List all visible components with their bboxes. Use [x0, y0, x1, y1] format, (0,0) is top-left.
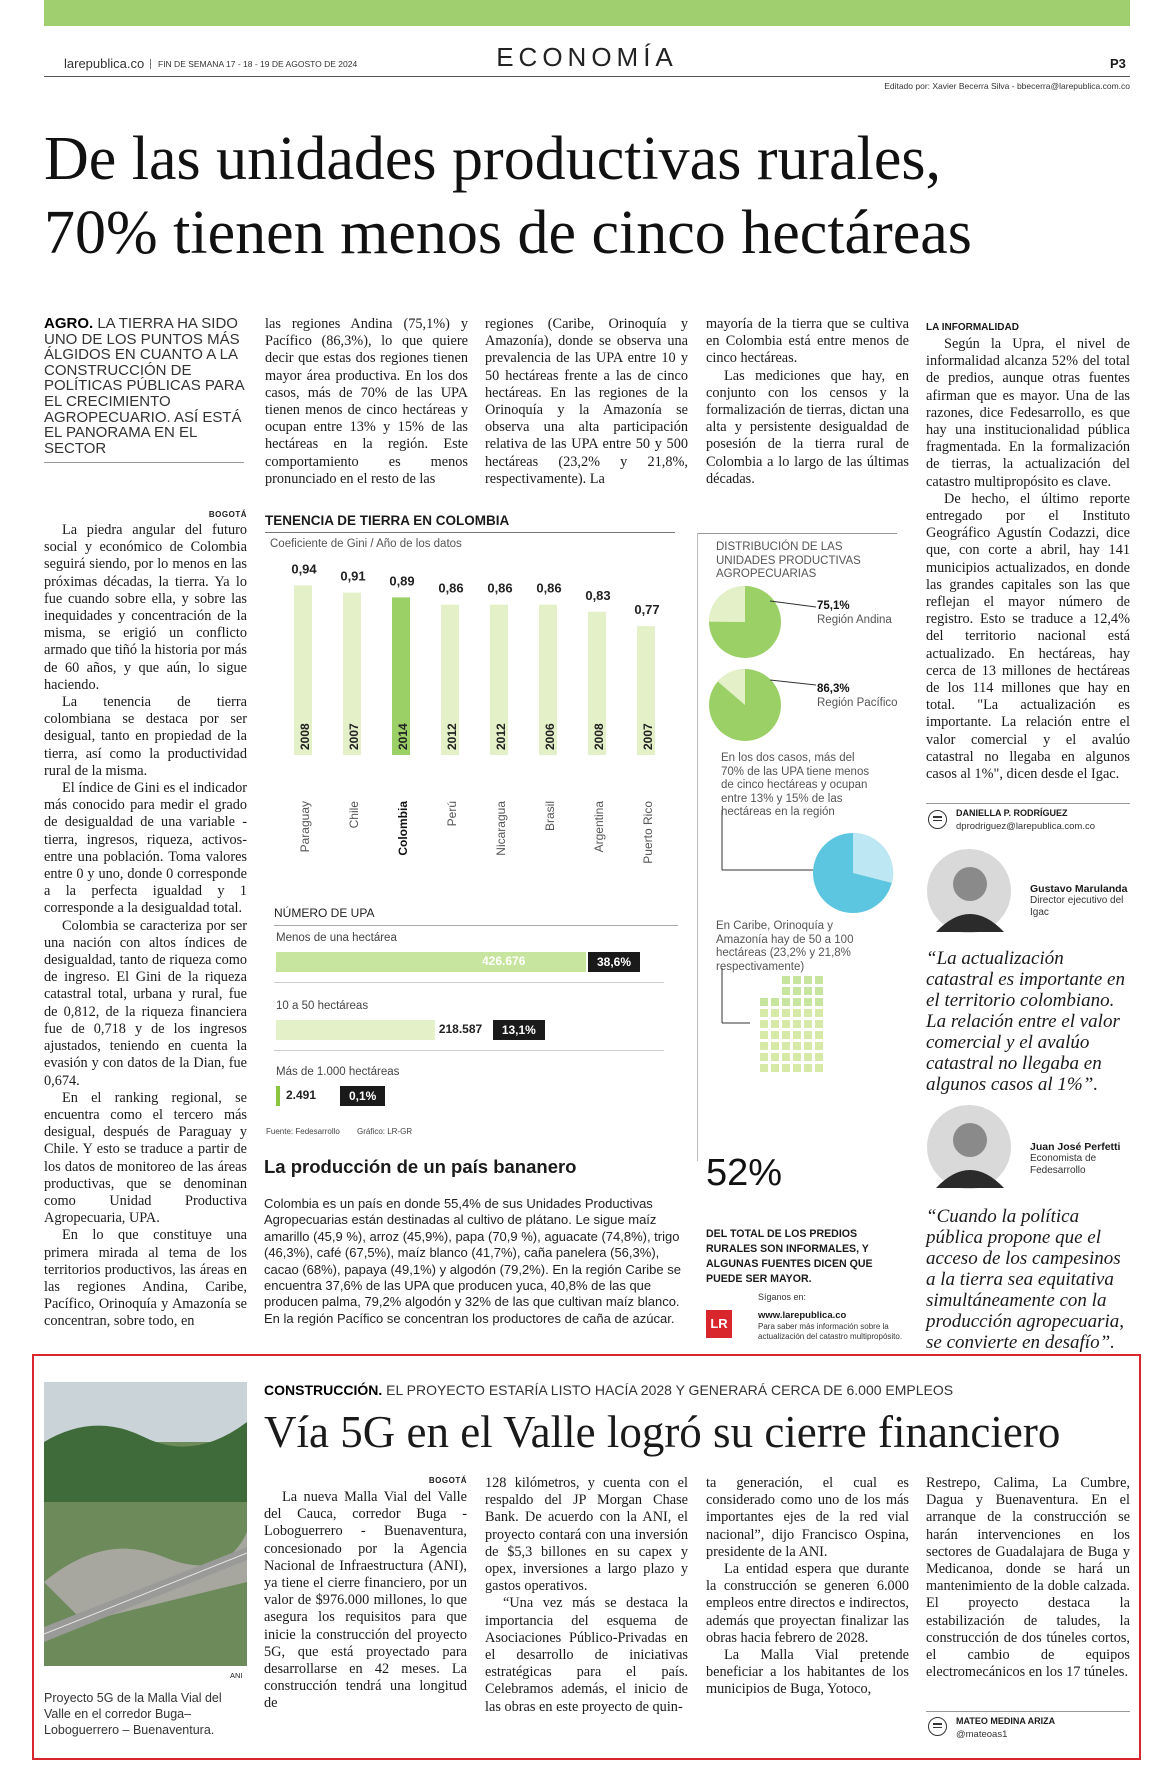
person-name: Gustavo Marulanda: [1030, 883, 1128, 895]
byline-rule: [926, 803, 1130, 804]
dot-cell: [815, 1053, 823, 1061]
dot-grid: [718, 968, 898, 1078]
second-column-3: [706, 1475, 909, 1699]
sidebar-rule: [697, 533, 897, 534]
dot-cell: [771, 1042, 779, 1050]
upa-share-badge: 38,6%: [588, 952, 640, 972]
second-column-4: [926, 1475, 1130, 1681]
chart-title: TENENCIA DE TIERRA EN COLOMBIA: [265, 513, 510, 528]
upa-bar: [276, 1020, 435, 1040]
paragraph: “Una vez más se destaca la importancia del esquema de Asociaciones Público-Privadas en el desarrollo de iniciativas estratégicas para el país. Celebramos además, el inicio de las obras en este proyecto de quin-: [485, 1595, 688, 1715]
quote-text-2: “Cuando la política pública propone que el acceso de los campesinos a la tierra sea equitativa simultáneamente con la producción agropecuaria, se convierte en desafío”.: [926, 1206, 1125, 1353]
dot-cell: [793, 1042, 801, 1050]
main-headline: [44, 122, 1124, 270]
page-number: P3: [1110, 56, 1126, 71]
dot-cell: [782, 1031, 790, 1039]
dot-cell: [815, 1020, 823, 1028]
dot-cell: [793, 1031, 801, 1039]
dot-cell: [760, 1064, 768, 1072]
dot-cell: [793, 1053, 801, 1061]
caribe-note: En Caribe, Orinoquía y Amazonía hay de 50 a 100 hectáreas (23,2% y 21,8% respectivamente): [716, 920, 854, 973]
gini-country-label: Argentina: [592, 801, 606, 853]
upa-row-divider: [274, 1050, 664, 1051]
article-column-1: [44, 522, 247, 1331]
stat-text: DEL TOTAL DE LOS PREDIOS RURALES SON INFORMALES, Y ALGUNAS FUENTES DICEN QUE PUEDE SER MAYOR.: [706, 1228, 873, 1285]
paragraph: Restrepo, Calima, La Cumbre, Dagua y Buenaventura. En el arranque de la construcción se harán intervenciones en los sectores de Guadalajara de Buga y Medicanoa, donde se hará un mantenimiento de la doble calzada. El proyecto destaca la estabilización de taludes, la construcción de dos túneles cortos, el cambio de equipos electromecánicos en los 17 túneles.: [926, 1475, 1130, 1681]
paragraph: 128 kilómetros, y cuenta con el respaldo del JP Morgan Chase Bank. De acuerdo con la ANI, el proyecto contará con una inversión de $5,3 billones en su capex y opex, inversiones a largo plazo y gastos operativos.: [485, 1475, 688, 1595]
dot-cell: [793, 1020, 801, 1028]
dot-cell: [760, 1042, 768, 1050]
portrait-marulanda: [926, 848, 1012, 934]
headline-line-2: 70% tienen menos de cinco hectáreas: [44, 199, 972, 267]
pie-andina-region: Región Andina: [817, 614, 892, 626]
dot-cell: [815, 1064, 823, 1072]
dot-cell: [782, 1042, 790, 1050]
gini-value-label: 0,86: [438, 580, 464, 596]
lead-paragraph: [44, 316, 244, 456]
paragraph: De hecho, el último reporte entregado por el Instituto Geográfico Agustín Codazzi, dice que, con corte a abril, hay 141 municipios actualizados, en donde las grandes capitales son las que reflejan el mayor número de registro. Esto se traduce a 12,4% del territorio nacional está actualizado. En hectáreas, hay cerca de 13 millones de hectáreas de los 114 millones que hay en total. "La actualización es importante. La relación entre el valor comercial y el avalúo catastral no llegaba en algunos casos al 1%", dicen desde el Igac.: [926, 490, 1130, 783]
paragraph: La Malla Vial pretende beneficiar a los habitantes de los municipios de Buga, Yotoco,: [706, 1647, 909, 1698]
dot-cell: [760, 998, 768, 1006]
second-byline-handle[interactable]: @mateoas1: [956, 1729, 1008, 1740]
dot-cell: [815, 1009, 823, 1017]
upa-bar: [276, 952, 586, 972]
gini-country-label: Colombia: [396, 801, 410, 856]
issue-date: FIN DE SEMANA 17 - 18 - 19 DE AGOSTO DE 2024: [150, 59, 357, 69]
dot-cell: [793, 1009, 801, 1017]
editor-credit: Editado por: Xavier Becerra Silva - bbecerra@larepublica.com.co: [884, 81, 1130, 91]
dot-cell: [782, 1064, 790, 1072]
dot-cell: [771, 1031, 779, 1039]
dot-cell: [782, 1053, 790, 1061]
second-headline: Vía 5G en el Valle logró su cierre financiero: [264, 1407, 1061, 1457]
gini-country-label: Brasil: [543, 801, 557, 832]
lead-tag: AGRO.: [44, 315, 94, 332]
kicker-text: EL PROYECTO ESTARÍA LISTO HACÍA 2028 Y GENERARÁ CERCA DE 6.000 EMPLEOS: [386, 1382, 954, 1398]
byline-icon: [928, 1717, 947, 1736]
dot-cell: [804, 1042, 812, 1050]
paragraph: La piedra angular del futuro social y económico de Colombia seguirá siendo, por lo menos en las próximas décadas, la tierra. Ya lo fue cuando sobre ella, y sobre las inequidades y concentración de la misma, se erigió un conflicto armado que tiñó la historia por más de 60 años, y que aún, lo sigue haciendo.: [44, 522, 247, 693]
headline-line-1: De las unidades productivas rurales,: [44, 125, 942, 193]
person-role: Director ejecutivo del Igac: [1030, 895, 1124, 918]
gini-year-label: 2014: [396, 723, 410, 750]
callout-line: [770, 680, 816, 685]
lr-logo: LR: [706, 1310, 732, 1338]
dot-cell: [782, 998, 790, 1006]
byline-name: DANIELLA P. RODRÍGUEZ: [956, 808, 1068, 818]
dot-cell: [815, 987, 823, 995]
second-dateline: BOGOTÁ: [428, 1476, 467, 1485]
dot-cell: [771, 1053, 779, 1061]
pie-pacifico-value: 86,3%: [817, 683, 850, 695]
portrait-perfetti: [926, 1104, 1012, 1190]
pie-pacifico-region: Región Pacífico: [817, 697, 898, 709]
dot-cell: [804, 1064, 812, 1072]
follow-text: Para saber más información sobre la actualización del catastro multipropósito.: [758, 1322, 903, 1341]
avatar-head: [953, 1123, 987, 1157]
upa-value-label: 218.587: [438, 1022, 483, 1036]
byline-email[interactable]: dprodriguez@larepublica.com.co: [956, 821, 1096, 832]
gini-year-label: 2007: [641, 723, 655, 750]
follow-label: Síganos en:: [758, 1292, 807, 1302]
upa-category-label: Menos de una hectárea: [276, 932, 397, 944]
section-title: ECONOMÍA: [496, 42, 678, 72]
site-name[interactable]: larepublica.co: [64, 56, 145, 71]
chart-credit: Gráfico: LR-GR: [357, 1127, 413, 1136]
article-column-2: [265, 316, 468, 488]
upa-category-label: 10 a 50 hectáreas: [276, 1000, 369, 1012]
avatar-head: [953, 867, 987, 901]
pie-pacifico-label: [817, 682, 898, 710]
gini-chart-svg: [268, 555, 680, 905]
header-rule: [44, 76, 1130, 77]
gini-year-label: 2006: [543, 723, 557, 750]
subsection-heading: La producción de un país bananero: [264, 1156, 577, 1177]
paragraph: El índice de Gini es el indicador más conocido para medir el grado de desigualdad de una variable -tierra, ingresos, riqueza, activos- entre una población. Toma valores entre 0 y uno, donde 0 corresponde a la perfecta igualdad y 1 corresponde a la desigualdad total.: [44, 780, 247, 917]
gini-value-label: 0,77: [634, 602, 660, 618]
chart-subtitle: Coeficiente de Gini / Año de los datos: [270, 538, 462, 550]
upa-share-badge: 13,1%: [493, 1020, 545, 1040]
dot-cell: [782, 976, 790, 984]
second-column-2: [485, 1475, 688, 1716]
paragraph: En el ranking regional, se encuentra como el tercero más desigual, después de Paraguay y Chile. Y esto se traduce a partir de los datos de monitoreo de las áreas productivas, que se denominan como Unidad Productiva Agropecuaria, UPA.: [44, 1089, 247, 1227]
paragraph: regiones (Caribe, Orinoquía y Amazonía), donde se observa una prevalencia de las UPA entre 10 y 50 hectáreas frente a las de cinco hectáreas. En las regiones de la Orinoquía y la Amazonía se observa una alta participación relativa de las UPA entre 50 y 500 hectáreas (23,2% y 21,8%, respectivamente). La: [485, 316, 688, 487]
upa-row-divider: [274, 982, 664, 983]
upa-bar: [276, 1086, 280, 1106]
second-kicker: [264, 1382, 953, 1398]
dot-cell: [804, 1009, 812, 1017]
dot-cell: [760, 1031, 768, 1039]
dot-cell: [793, 976, 801, 984]
quote-person-2: [1030, 1141, 1130, 1177]
paragraph: Colombia se caracteriza por ser una nación con altos índices de desigualdad, tanto de riqueza como de ingreso. El Gini de la riqueza catastral total, urbana y rural, fue de 0,812, de la riqueza financiera fue de 0,718 y de los ingresos ajustados, teniendo en cuenta la evasión y con datos de la Dian, fue 0,674.: [44, 917, 247, 1089]
sidebar-divider: [697, 533, 698, 1161]
paragraph: ta generación, el cual es considerado como uno de los más importantes ejes de la red vial nacional”, dijo Francisco Ospina, presidente de la ANI.: [706, 1475, 909, 1560]
upa-rule: [274, 925, 678, 926]
gini-country-label: Nicaragua: [494, 801, 508, 856]
dot-cell: [782, 1009, 790, 1017]
chart-source: Fuente: Fedesarrollo: [266, 1127, 340, 1136]
paragraph: La tenencia de tierra colombiana se destaca por ser desigual, tanto en propiedad de la tierra, así como la productividad rural de la misma.: [44, 694, 247, 779]
paragraph: En lo que constituye una primera mirada al tema de los territorios productivos, las áreas en las regiones Andina, Caribe, Pacífico, Orinoquía y Amazonía se concentran, sobre todo, en: [44, 1227, 247, 1330]
paragraph: mayoría de la tierra que se cultiva en Colombia está entre menos de cinco hectáreas.: [706, 316, 909, 367]
dot-cell: [760, 1020, 768, 1028]
dot-cell: [815, 1031, 823, 1039]
person-name: Juan José Perfetti: [1030, 1141, 1121, 1153]
gini-year-label: 2007: [347, 723, 361, 750]
dot-cell: [771, 998, 779, 1006]
dot-cell: [782, 987, 790, 995]
photo-credit: ANI: [230, 1671, 243, 1680]
paragraph: Según la Upra, el nivel de informalidad alcanza 52% del total de predios, aunque otras fuentes afirman que es mayor. Una de las razones, dice Fedesarrollo, es que hay una institucionalidad pública fragmentada. En la formalización de tierras, la actualización del catastro multipropósito es clave.: [926, 336, 1130, 490]
paragraph: las regiones Andina (75,1%) y Pacífico (86,3%), lo que quiere decir que estas dos regiones tienen mayor área productiva. En los dos casos, más de 70% de las UPA tienen menos de cinco hectáreas y ocupan entre 13% y 15% de las hectáreas en la región. Este comportamiento es menos pronunciado en el resto de las: [265, 316, 468, 487]
dot-cell: [804, 998, 812, 1006]
gini-value-label: 0,94: [291, 561, 317, 577]
dot-cell: [804, 1031, 812, 1039]
quote-person-1: [1030, 883, 1130, 919]
kicker-tag: CONSTRUCCIÓN.: [264, 1382, 383, 1398]
article-column-4: [706, 316, 909, 488]
gini-value-label: 0,86: [536, 580, 562, 596]
paragraph: Las mediciones que hay, en conjunto con los censos y la formalización de tierras, dictan una alta y persistente desigualdad de posesión de la tierra rural de Colombia a lo largo de las últimas décadas.: [706, 367, 909, 487]
dot-cell: [760, 1053, 768, 1061]
upa-value-label: 2.491: [286, 1088, 317, 1102]
person-role: Economista de Fedesarrollo: [1030, 1153, 1097, 1176]
paragraph: La entidad espera que durante la construcción se generen 6.000 empleos entre directos e indirectos, además que proyectan finalizar las obras hacia febrero de 2028.: [706, 1561, 909, 1646]
subsection-body: Colombia es un país en donde 55,4% de sus Unidades Productivas Agropecuarias están destinadas al cultivo de plátano. Le sigue maíz amarillo (45,9 %), arroz (45,9%), papa (70,9 %), aguacate (74,8%), trigo (46,3%), café (67,5%), maíz blanco (41,7%), caña panelera (56,3%), cacao (68%), papaya (49,1%) y algodón (79,2%). En la región Caribe se encuentra 37,6% de las UPA que producen yuca, 40,8% de las que producen palma, 79,2% algodón y 32% de las que cultivan maíz blanco. En la región Pacífico se concentran los productores de caña de azúcar.: [264, 1196, 681, 1326]
upa-chart: [274, 932, 694, 1122]
gini-chart: [268, 555, 680, 905]
dot-cell: [771, 1009, 779, 1017]
second-byline-name: MATEO MEDINA ARIZA: [956, 1716, 1056, 1726]
dot-cell: [815, 976, 823, 984]
dot-cell: [771, 1064, 779, 1072]
gini-country-label: Paraguay: [298, 801, 312, 853]
pie-andina-value: 75,1%: [817, 600, 850, 612]
dot-cell: [793, 1064, 801, 1072]
article-column-5: [926, 336, 1130, 783]
road-photo: [44, 1382, 247, 1666]
quote-text-1: “La actualización catastral es importante en el territorio colombiano. La relación entre el valor comercial y el avalúo catastral no llegaba en algunos casos al 1%”.: [926, 948, 1125, 1095]
second-byline-rule: [926, 1711, 1130, 1712]
pie-chart-title: DISTRIBUCIÓN DE LAS UNIDADES PRODUCTIVAS AGROPECUARIAS: [716, 541, 861, 580]
dot-cell: [793, 987, 801, 995]
pie-note: En los dos casos, más del 70% de las UPA tiene menos de cinco hectáreas y ocupan entre 13% y 15% de las hectáreas en la región: [721, 752, 870, 818]
gini-value-label: 0,86: [487, 580, 513, 596]
upa-category-label: Más de 1.000 hectáreas: [276, 1066, 400, 1078]
stat-figure: 52%: [706, 1152, 783, 1194]
lead-text: LA TIERRA HA SIDO UNO DE LOS PUNTOS MÁS ÁLGIDOS EN CUANTO A LA CONSTRUCCIÓN DE POLÍTICAS PÚBLICAS PARA EL CRECIMIENTO AGROPECUARIO. ASÍ ESTÁ EL PANORAMA EN EL SECTOR: [44, 315, 244, 457]
dot-cell: [804, 1053, 812, 1061]
dot-grid-dots: [760, 976, 823, 1072]
lead-divider: [44, 462, 244, 463]
follow-link[interactable]: www.larepublica.co: [758, 1310, 847, 1321]
gini-value-label: 0,83: [585, 587, 611, 603]
gini-year-label: 2012: [445, 723, 459, 750]
chart-rule: [265, 532, 675, 533]
gini-year-label: 2008: [298, 723, 312, 750]
photo-caption: Proyecto 5G de la Malla Vial del Valle en el corredor Buga– Loboguerrero – Buenaventura.: [44, 1691, 222, 1737]
byline-icon: [928, 810, 947, 829]
gini-country-label: Perú: [445, 801, 459, 827]
top-color-bar: [44, 0, 1130, 26]
upa-chart-title: NÚMERO DE UPA: [274, 906, 375, 920]
dot-cell: [804, 987, 812, 995]
gini-country-label: Chile: [347, 801, 361, 829]
gini-year-label: 2008: [592, 723, 606, 750]
upa-share-badge: 0,1%: [340, 1086, 385, 1106]
pie-andina: [709, 586, 781, 658]
article-column-3: [485, 316, 688, 488]
dot-cell: [782, 1020, 790, 1028]
gini-value-label: 0,89: [389, 573, 415, 589]
dot-cell: [793, 998, 801, 1006]
paragraph: La nueva Malla Vial del Valle del Cauca, corredor Buga - Loboguerrero - Buenaventura, concesionado por la Agencia Nacional de Infraestructura (ANI), ya tiene el cierre financiero, por un valor de $976.000 millones, lo que asegura los requisitos para que inicie la construcción del proyecto 5G, que está proyectado para desarrollarse en 42 meses. La construcción tendrá una longitud de: [264, 1489, 467, 1712]
informalidad-heading: LA INFORMALIDAD: [926, 322, 1019, 333]
dot-cell: [815, 1042, 823, 1050]
upa-value-label: 426.676: [482, 954, 526, 968]
dot-cell: [815, 998, 823, 1006]
dot-cell: [760, 1009, 768, 1017]
dot-cell: [804, 976, 812, 984]
gini-country-label: Puerto Rico: [641, 801, 655, 864]
dateline: BOGOTÁ: [208, 510, 247, 519]
pie-slice-rest: [709, 586, 745, 622]
pie-andina-label: [817, 599, 892, 627]
gini-value-label: 0,91: [340, 568, 366, 584]
dot-cell: [771, 1020, 779, 1028]
second-column-1: [264, 1489, 467, 1713]
dot-cell: [804, 1020, 812, 1028]
gini-year-label: 2012: [494, 723, 508, 750]
